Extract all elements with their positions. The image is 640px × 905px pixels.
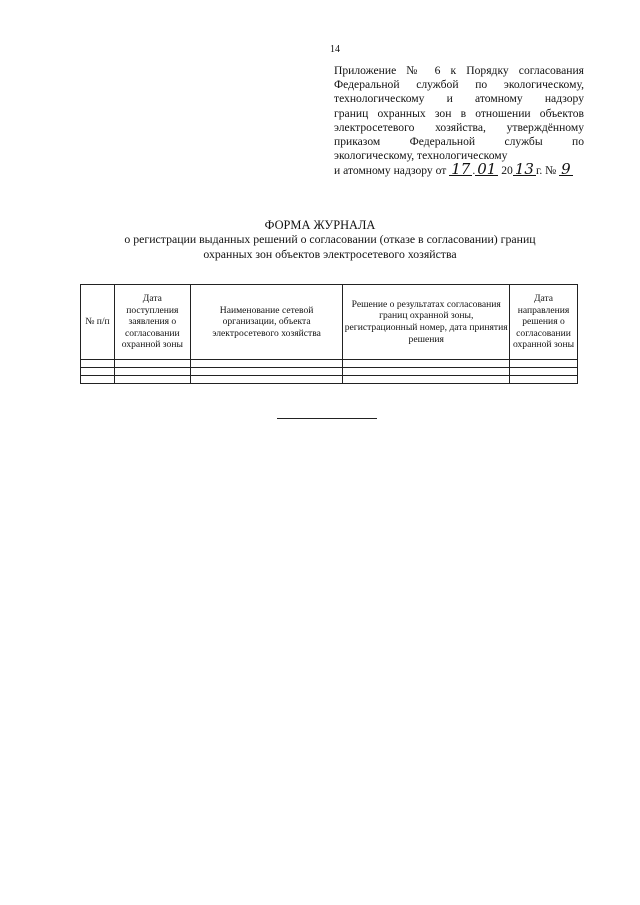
handwritten-month: 01 bbox=[477, 160, 497, 179]
table-cell bbox=[510, 368, 578, 376]
number-label: г. № bbox=[535, 164, 557, 178]
column-header-sending-date: Дата направления решения о согласовании охранной зоны bbox=[510, 285, 578, 360]
column-header-number: № п/п bbox=[81, 285, 115, 360]
appendix-date-prefix: и атомному надзору от bbox=[334, 164, 447, 178]
table-row bbox=[81, 376, 578, 384]
handwritten-order-number: 9 bbox=[561, 160, 571, 179]
appendix-line: электросетевого хозяйства, утверждённому bbox=[334, 120, 584, 134]
table-cell bbox=[81, 376, 115, 384]
year-prefix: 20 bbox=[501, 164, 513, 178]
appendix-line: технологическому и атомному надзору bbox=[334, 92, 584, 106]
closing-rule bbox=[277, 418, 377, 419]
table-header-row bbox=[81, 285, 578, 360]
page-number: 14 bbox=[330, 44, 340, 55]
table-cell bbox=[510, 376, 578, 384]
handwritten-day: 17 bbox=[451, 160, 471, 179]
table-cell bbox=[114, 376, 190, 384]
appendix-line: Федеральной службой по экологическому, bbox=[334, 78, 584, 92]
journal-table bbox=[80, 284, 578, 384]
appendix-line: Приложение № 6 к Порядку согласования bbox=[334, 64, 584, 77]
appendix-line: приказом Федеральной службы по bbox=[334, 135, 584, 149]
table-cell bbox=[114, 368, 190, 376]
column-header-application-date: Дата поступления заявления о согласовании охранной зоны bbox=[114, 285, 190, 360]
table-cell bbox=[114, 360, 190, 368]
table-row bbox=[81, 368, 578, 376]
column-header-decision: Решение о результатах согласования границ охранной зоны, регистрационный номер, дата принятия решения bbox=[343, 285, 510, 360]
table-cell bbox=[510, 360, 578, 368]
appendix-line: экологическому, технологическому bbox=[334, 149, 508, 163]
table-cell bbox=[343, 368, 510, 376]
table-cell bbox=[81, 360, 115, 368]
table-cell bbox=[343, 360, 510, 368]
form-subtitle-line: о регистрации выданных решений о согласовании (отказе в согласовании) границ bbox=[124, 232, 536, 246]
appendix-header bbox=[334, 64, 584, 179]
table-cell bbox=[190, 376, 343, 384]
form-subtitle bbox=[80, 232, 580, 261]
table-cell bbox=[190, 368, 343, 376]
column-header-organization-name: Наименование сетевой организации, объекта электросетевого хозяйства bbox=[190, 285, 343, 360]
appendix-date-line: и атомному надзору от 17 . 01 20 13 г. № 9 bbox=[334, 160, 571, 179]
table-row bbox=[81, 360, 578, 368]
table-cell bbox=[81, 368, 115, 376]
form-title: ФОРМА ЖУРНАЛА bbox=[264, 218, 376, 232]
appendix-line: границ охранных зон в отношении объектов bbox=[334, 106, 584, 120]
table-cell bbox=[190, 360, 343, 368]
form-subtitle-line: охранных зон объектов электросетевого хозяйства bbox=[203, 246, 457, 261]
handwritten-year: 13 bbox=[514, 160, 534, 179]
table-cell bbox=[343, 376, 510, 384]
